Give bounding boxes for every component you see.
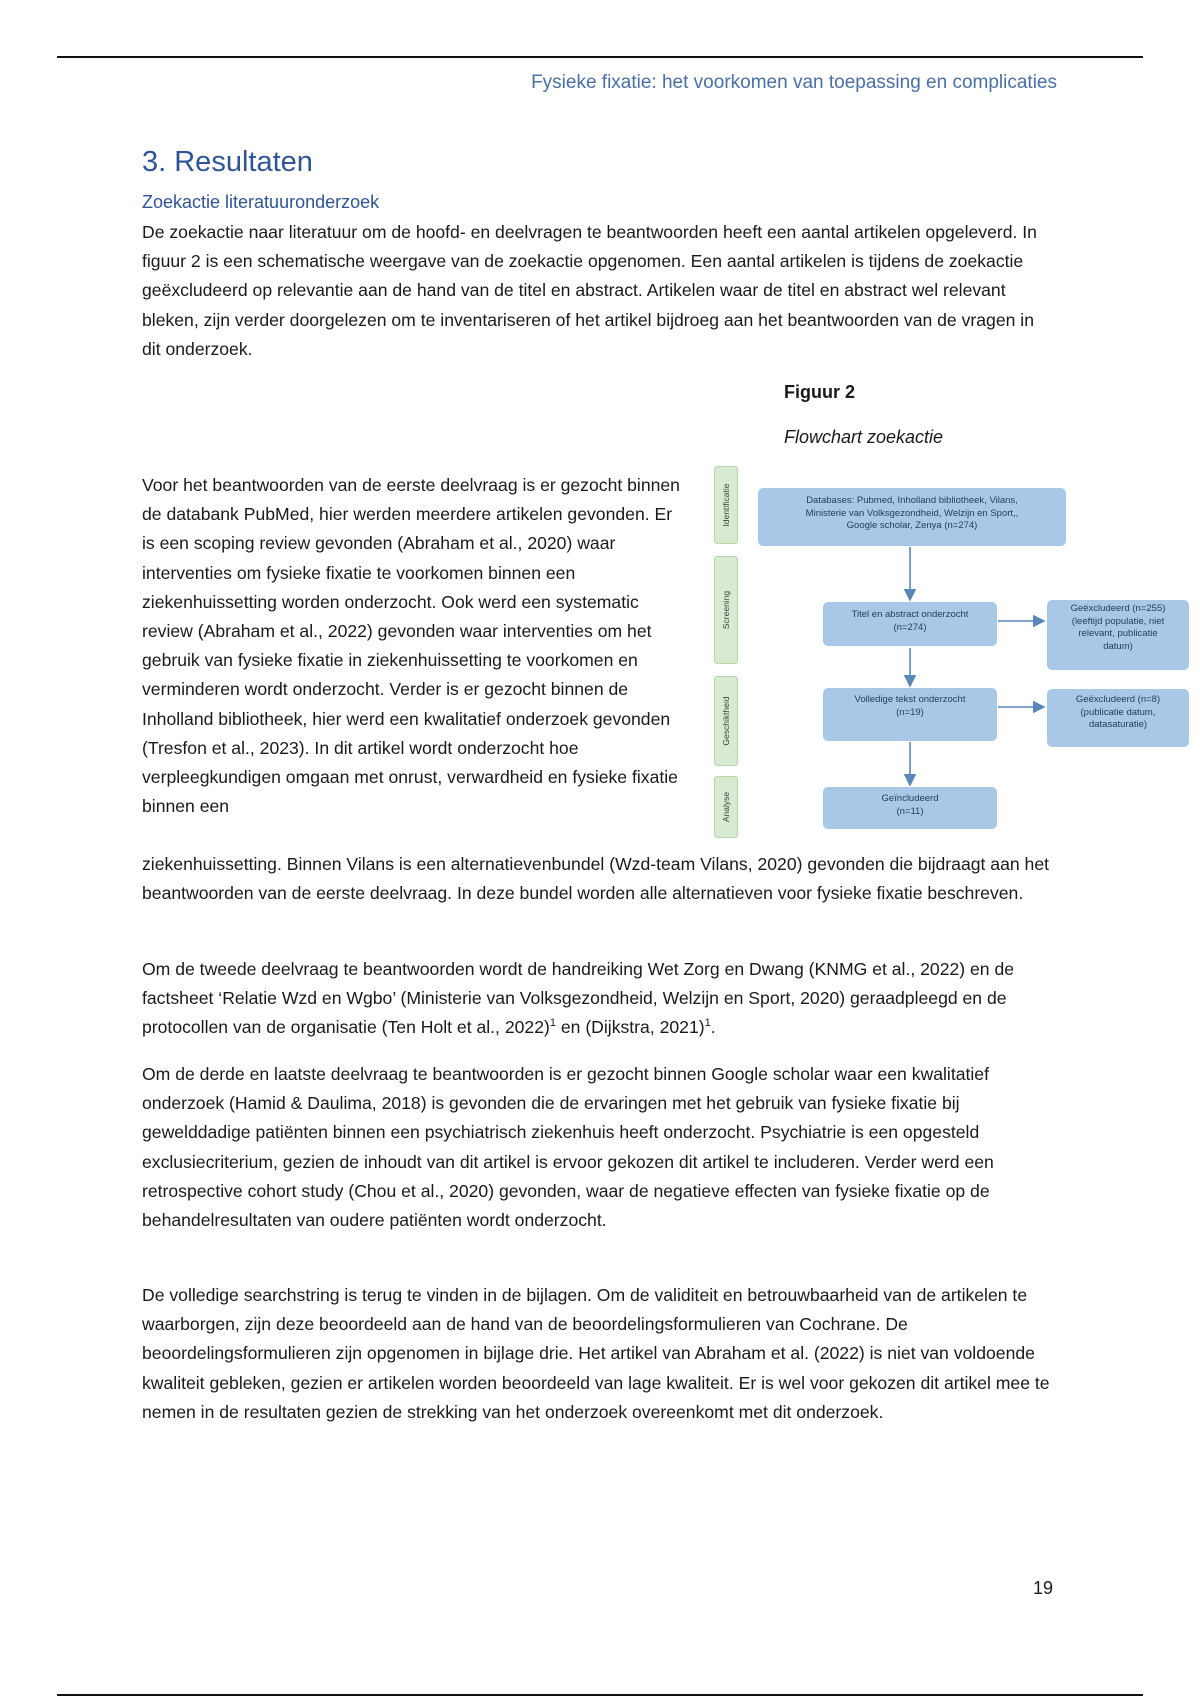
paragraph-second-subquestion xyxy=(142,955,1057,1043)
box-databases: Databases: Pubmed, Inholland bibliotheek, Vilans, Ministerie van Volksgezondheid, Welzijn en Sport,, Google scholar, Zenya (n=274) xyxy=(758,488,1066,546)
box-excluded-1: Geëxcludeerd (n=255) (leeftijd populatie, niet relevant, publicatie datum) xyxy=(1047,600,1189,670)
phase-identificatie: Identificatie xyxy=(714,466,738,544)
p3-text-mid: en (Dijkstra, 2021) xyxy=(555,1017,705,1038)
paragraph-first-subquestion: Voor het beantwoorden van de eerste deelvraag is er gezocht binnen de databank PubMed, hier werden meerdere artikelen gevonden. Er is een scoping review gevonden (Abraham et al., 2020) waar interventies om fysieke fixatie te voorkomen binnen een ziekenhuissetting worden onderzocht. Ook werd een systematic review (Abraham et al., 2022) gevonden waar interventies om het gebruik van fysieke fixatie in ziekenhuissetting te voorkomen en verminderen wordt onderzocht. Verder is er gezocht binnen de Inholland bibliotheek, hier werd een kwalitatief onderzoek gevonden (Tresfon et al., 2023). In dit artikel wordt onderzocht hoe verpleegkundigen omgaan met onrust, verwardheid en fysieke fixatie binnen een xyxy=(142,475,680,817)
phase-geschiktheid: Geschiktheid xyxy=(714,676,738,766)
flowchart xyxy=(710,462,1200,842)
box-excluded-2: Geëxcludeerd (n=8) (publicatie datum, datasaturatie) xyxy=(1047,689,1189,747)
footnote-mark-2: 1 xyxy=(704,1017,711,1030)
p3-text-end: . xyxy=(710,1017,716,1038)
figure-label: Figuur 2 xyxy=(784,382,855,402)
figure-caption: Flowchart zoekactie xyxy=(784,427,944,447)
bottom-rule xyxy=(57,1694,1143,1696)
top-rule xyxy=(57,56,1143,58)
section-title: 3. Resultaten xyxy=(142,146,313,178)
page-number: 19 xyxy=(1033,1578,1054,1598)
phase-analyse: Analyse xyxy=(714,776,738,838)
running-header: Fysieke fixatie: het voorkomen van toepassing en complicaties xyxy=(531,72,1057,93)
box-included: Geïncludeerd (n=11) xyxy=(823,787,997,829)
phase-screening: Screening xyxy=(714,556,738,664)
section-subtitle: Zoekactie literatuuronderzoek xyxy=(142,192,380,212)
paragraph-intro: De zoekactie naar literatuur om de hoofd- en deelvragen te beantwoorden heeft een aantal artikelen opgeleverd. In figuur 2 is een schematische weergave van de zoekactie opgenomen. Een aantal artikelen is tijdens de zoekactie geëxcludeerd op relevantie aan de hand van de titel en abstract. Artikelen waar de titel en abstract wel relevant bleken, zijn verder doorgelezen om te inventariseren of het artikel bijdroeg aan het beantwoorden van de vragen in dit onderzoek. xyxy=(142,222,1037,359)
box-title-abstract: Titel en abstract onderzocht (n=274) xyxy=(823,602,997,646)
p3-text-main: Om de tweede deelvraag te beantwoorden wordt de handreiking Wet Zorg en Dwang (KNMG et al., 2022) en de factsheet ‘Relatie Wzd en Wgbo’ (Ministerie van Volksgezondheid, Welzijn en Sport, 2020) geraadpleegd en de protocollen van de organisatie (Ten Holt et al., 2022) xyxy=(142,959,1015,1038)
footnote-mark-1: 1 xyxy=(549,1017,556,1030)
box-full-text: Volledige tekst onderzocht (n=19) xyxy=(823,688,997,741)
paragraph-searchstring: De volledige searchstring is terug te vinden in de bijlagen. Om de validiteit en betrouwbaarheid van de artikelen te waarborgen, zijn deze beoordeeld aan de hand van de beoordelingsformulieren van Cochrane. De beoordelingsformulieren zijn opgenomen in bijlage drie. Het artikel van Abraham et al. (2022) is niet van voldoende kwaliteit gebleken, gezien er artikelen worden beoordeeld van lage kwaliteit. Er is wel voor gekozen dit artikel mee te nemen in de resultaten gezien de strekking van het onderzoek overeenkomt met dit onderzoek. xyxy=(142,1285,1050,1422)
paragraph-first-subquestion-continued: ziekenhuissetting. Binnen Vilans is een alternatievenbundel (Wzd-team Vilans, 2020) gevonden die bijdraagt aan het beantwoorden van de eerste deelvraag. In deze bundel worden alle alternatieven voor fysieke fixatie beschreven. xyxy=(142,854,1049,904)
paragraph-third-subquestion: Om de derde en laatste deelvraag te beantwoorden is er gezocht binnen Google scholar waar een kwalitatief onderzoek (Hamid & Daulima, 2018) is gevonden die de ervaringen met het gebruik van fysieke fixatie bij gewelddadige patiënten binnen een psychiatrisch ziekenhuis heeft onderzocht. Psychiatrie is een opgesteld exclusiecriterium, gezien de inhoudt van dit artikel is ervoor gekozen dit artikel te includeren. Verder werd een retrospective cohort study (Chou et al., 2020) gevonden, waar de negatieve effecten van fysieke fixatie op de behandelresultaten van oudere patiënten wordt onderzocht. xyxy=(142,1064,994,1231)
